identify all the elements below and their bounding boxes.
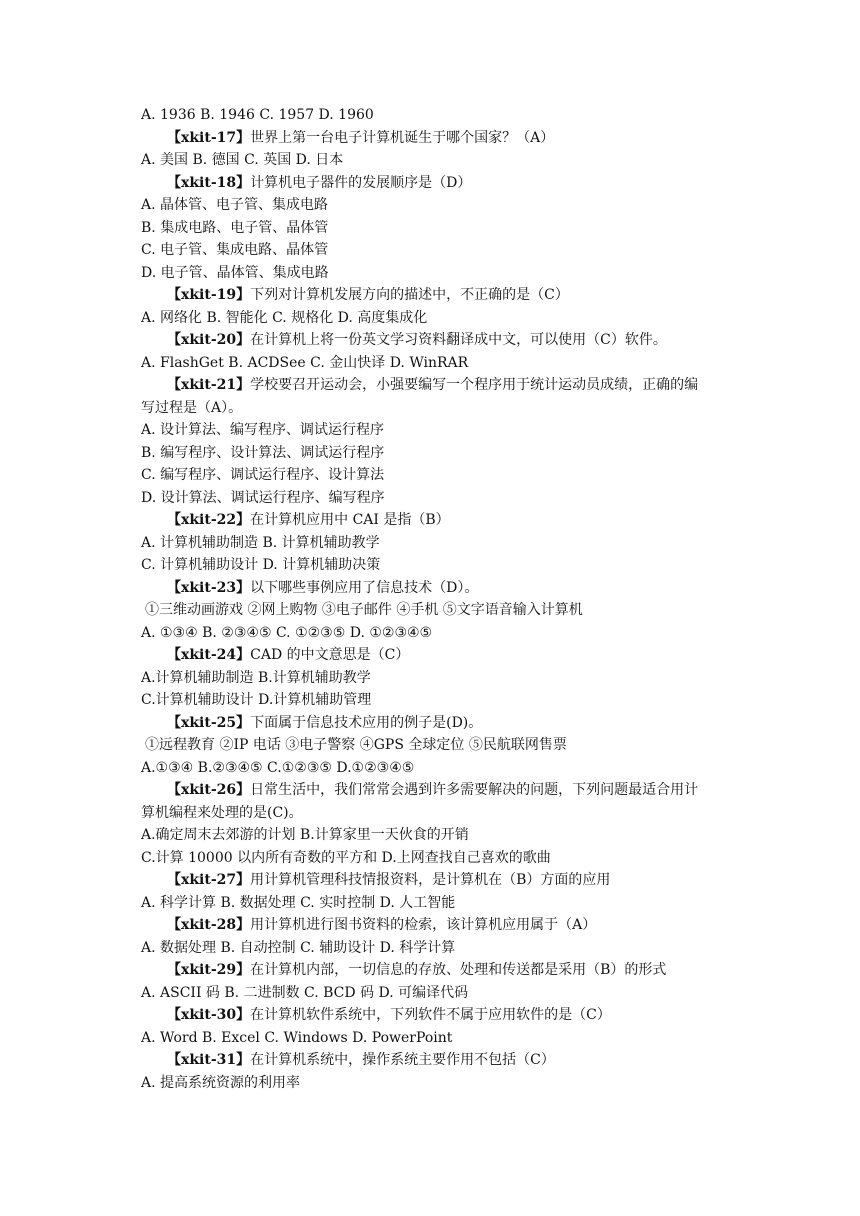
question-text: 在计算机软件系统中，下列软件不属于应用软件的是（C）	[250, 1007, 611, 1023]
question-text: 在计算机内部，一切信息的存放、处理和传送都是采用（B）的形式	[250, 962, 667, 978]
answer-options: A.确定周末去郊游的计划 B.计算家里一天伙食的开销	[141, 827, 469, 843]
question-stem	[141, 644, 741, 667]
question-stem	[141, 914, 741, 937]
question-stem	[141, 172, 741, 195]
answer-options: A. 数据处理 B. 自动控制 C. 辅助设计 D. 科学计算	[141, 939, 456, 956]
answer-options: A. 提高系统资源的利用率	[141, 1074, 301, 1091]
example-list: ①三维动画游戏 ②网上购物 ③电子邮件 ④手机 ⑤文字语音输入计算机	[145, 602, 583, 618]
question-text-continued: 算机编程来处理的是(C)。	[141, 804, 303, 821]
question-id: 【xkit-23】	[167, 579, 251, 596]
question-text: 用计算机进行图书资料的检索，该计算机应用属于（A）	[250, 917, 597, 933]
question-id: 【xkit-21】	[167, 377, 251, 393]
question-text: 在计算机上将一份英文学习资料翻译成中文，可以使用（C）软件。	[250, 332, 667, 348]
question-text: 下面属于信息技术应用的例子是(D)。	[250, 714, 483, 731]
answer-options: C.计算 10000 以内所有奇数的平方和 D.上网查找自己喜欢的歌曲	[141, 849, 551, 866]
question-stem	[141, 1004, 741, 1027]
question-id: 【xkit-25】	[167, 714, 251, 731]
question-stem	[141, 284, 741, 307]
question-stem	[141, 577, 741, 600]
answer-options: C. 电子管、集成电路、晶体管	[141, 242, 329, 258]
answer-options: A. ASCII 码 B. 二进制数 C. BCD 码 D. 可编译代码	[141, 984, 469, 1001]
question-stem	[141, 374, 741, 397]
question-stem	[141, 959, 741, 982]
question-id: 【xkit-22】	[167, 512, 251, 528]
answer-options: B. 编写程序、设计算法、调试运行程序	[141, 444, 385, 461]
question-id: 【xkit-28】	[167, 917, 251, 933]
question-text: 以下哪些事例应用了信息技术（D）。	[250, 579, 479, 596]
question-stem	[141, 329, 741, 352]
question-stem	[141, 127, 741, 150]
example-list: ①远程教育 ②IP 电话 ③电子警察 ④GPS 全球定位 ⑤民航联网售票	[145, 737, 567, 753]
answer-options: A. ①③④ B. ②③④⑤ C. ①②③⑤ D. ①②③④⑤	[141, 624, 433, 641]
answer-options: A. 科学计算 B. 数据处理 C. 实时控制 D. 人工智能	[141, 894, 456, 911]
answer-options: A. FlashGet B. ACDSee C. 金山快译 D. WinRAR	[141, 354, 469, 371]
question-stem	[141, 509, 741, 532]
answer-options: A. 美国 B. 德国 C. 英国 D. 日本	[141, 152, 344, 168]
answer-options: A. 1936 B. 1946 C. 1957 D. 1960	[141, 107, 374, 123]
question-id: 【xkit-26】	[167, 782, 251, 798]
question-text: 在计算机应用中 CAI 是指（B）	[250, 512, 450, 528]
question-text: CAD 的中文意思是（C）	[250, 647, 410, 663]
answer-options: C.计算机辅助设计 D.计算机辅助管理	[141, 692, 372, 708]
answer-options: A. 计算机辅助制造 B. 计算机辅助教学	[141, 534, 380, 551]
question-text: 计算机电子器件的发展顺序是（D）	[250, 174, 472, 191]
answer-options: A.计算机辅助制造 B.计算机辅助教学	[141, 669, 371, 686]
answer-options: A. 设计算法、编写程序、调试运行程序	[141, 422, 385, 438]
question-stem	[141, 869, 741, 892]
answer-options: C. 计算机辅助设计 D. 计算机辅助决策	[141, 557, 381, 573]
answer-options: A.①③④ B.②③④⑤ C.①②③⑤ D.①②③④⑤	[141, 759, 415, 776]
question-stem	[141, 1049, 741, 1072]
question-stem	[141, 779, 741, 802]
answer-options: A. Word B. Excel C. Windows D. PowerPoint	[141, 1029, 453, 1046]
answer-options: B. 集成电路、电子管、晶体管	[141, 219, 329, 236]
question-text: 下列对计算机发展方向的描述中，不正确的是（C）	[250, 287, 569, 303]
question-id: 【xkit-31】	[167, 1052, 251, 1068]
question-id: 【xkit-27】	[167, 872, 251, 888]
question-list	[141, 104, 741, 1094]
question-id: 【xkit-19】	[167, 287, 251, 303]
question-id: 【xkit-29】	[167, 962, 251, 978]
question-stem	[141, 712, 741, 735]
question-text: 日常生活中，我们常常会遇到许多需要解决的问题，下列问题最适合用计	[250, 782, 699, 798]
question-text: 在计算机系统中，操作系统主要作用不包括（C）	[250, 1052, 555, 1068]
question-text-continued: 写过程是（A）。	[141, 399, 243, 416]
question-id: 【xkit-17】	[167, 129, 251, 146]
question-id: 【xkit-18】	[167, 174, 251, 191]
question-text: 世界上第一台电子计算机诞生于哪个国家？（A）	[250, 129, 555, 146]
question-id: 【xkit-24】	[167, 647, 251, 663]
answer-options: A. 网络化 B. 智能化 C. 规格化 D. 高度集成化	[141, 309, 428, 326]
answer-options: C. 编写程序、调试运行程序、设计算法	[141, 467, 385, 483]
question-id: 【xkit-30】	[167, 1007, 251, 1023]
question-id: 【xkit-20】	[167, 332, 251, 348]
answer-options: D. 设计算法、调试运行程序、编写程序	[141, 489, 385, 506]
question-text: 用计算机管理科技情报资料，是计算机在（B）方面的应用	[250, 872, 611, 888]
question-text: 学校要召开运动会，小强要编写一个程序用于统计运动员成绩，正确的编	[250, 377, 699, 393]
answer-options: D. 电子管、晶体管、集成电路	[141, 264, 329, 281]
answer-options: A. 晶体管、电子管、集成电路	[141, 197, 329, 213]
